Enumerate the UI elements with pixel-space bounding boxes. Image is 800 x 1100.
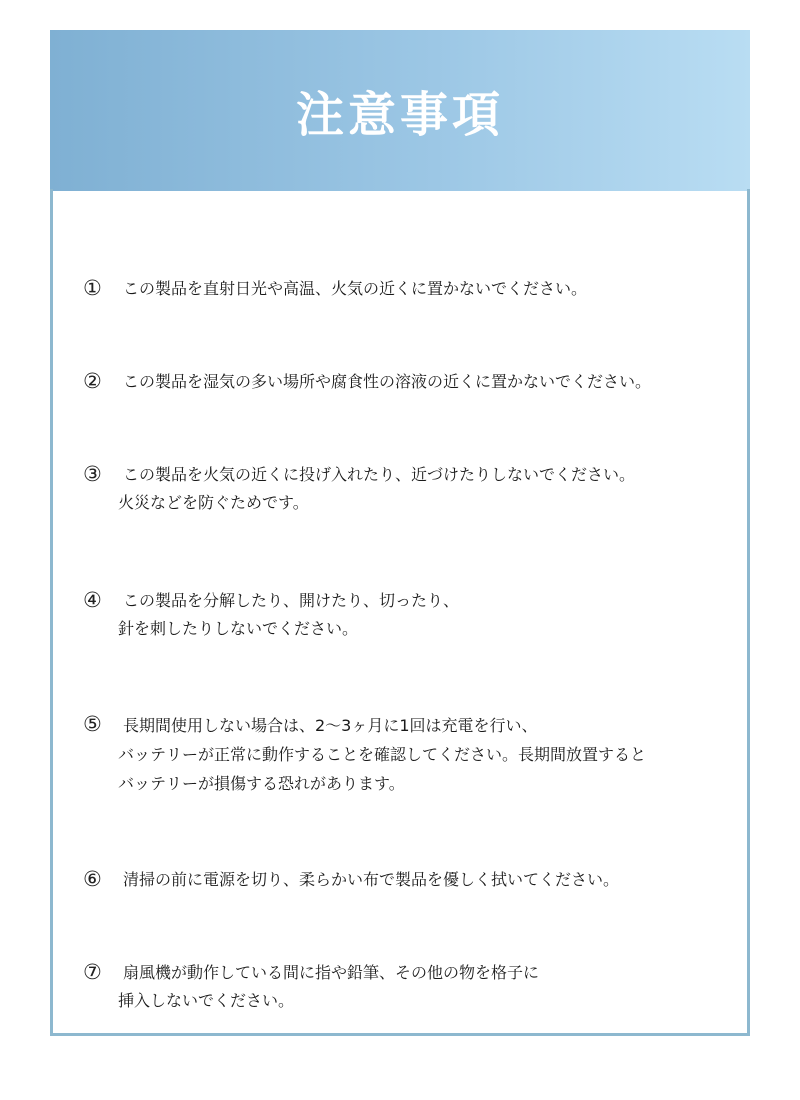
item-number: ⑥	[83, 867, 102, 891]
item-text-line: 長期間使用しない場合は、2〜3ヶ月に1回は充電を行い、	[123, 716, 538, 735]
item-text-line: この製品を湿気の多い場所や腐食性の溶液の近くに置かないでください。	[123, 372, 652, 391]
item-number: ②	[83, 369, 102, 393]
item-text-line: 清掃の前に電源を切り、柔らかい布で製品を優しく拭いてください。	[123, 870, 620, 889]
notice-item-1	[83, 275, 723, 303]
item-text-line: この製品を直射日光や高温、火気の近くに置かないでください。	[123, 279, 588, 298]
notice-item-4	[83, 587, 723, 643]
item-text-line: 挿入しないでください。	[118, 991, 295, 1010]
item-text-line: 針を刺したりしないでください。	[118, 619, 359, 638]
notice-item-5	[83, 711, 723, 798]
notice-item-7	[83, 959, 723, 1015]
notice-item-2	[83, 368, 723, 396]
item-number: ④	[83, 588, 102, 612]
item-text-line: バッテリーが損傷する恐れがあります。	[118, 774, 405, 793]
item-text-line: バッテリーが正常に動作することを確認してください。長期間放置すると	[118, 745, 647, 764]
item-number: ①	[83, 276, 102, 300]
item-text-line: 扇風機が動作している間に指や鉛筆、その他の物を格子に	[123, 963, 540, 982]
notice-body	[50, 189, 750, 1036]
notice-item-6	[83, 866, 723, 894]
item-number: ③	[83, 462, 102, 486]
item-text-line: この製品を分解したり、開けたり、切ったり、	[123, 591, 460, 610]
item-text-line: この製品を火気の近くに投げ入れたり、近づけたりしないでください。	[123, 465, 636, 484]
item-number: ⑦	[83, 960, 102, 984]
item-text-line: 火災などを防ぐためです。	[118, 493, 309, 512]
page-title: 注意事項	[295, 87, 504, 143]
notice-sheet	[50, 30, 750, 1036]
item-number: ⑤	[83, 712, 102, 736]
notice-item-3	[83, 461, 723, 517]
header-banner	[50, 30, 750, 191]
